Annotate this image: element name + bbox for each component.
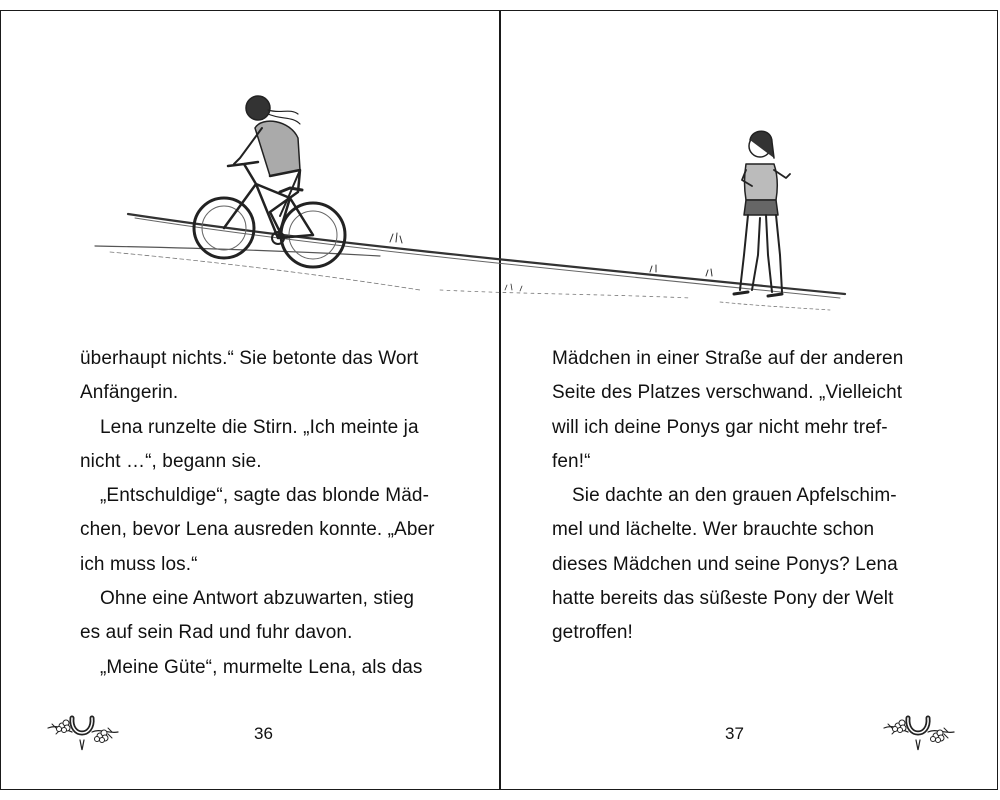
text-line: dieses Mädchen und seine Ponys? Lena (552, 553, 898, 575)
left-page-text (80, 342, 480, 685)
text-line: ich muss los.“ (80, 553, 198, 575)
text-line: überhaupt nichts.“ Sie betonte das Wort (80, 348, 419, 369)
girl-standing-figure (734, 131, 790, 296)
text-line: nicht …“, begann sie. (80, 450, 262, 472)
text-line: getroffen! (552, 622, 633, 644)
text-line: „Meine Güte“, murmelte Lena, als das (100, 656, 423, 678)
text-line: Mädchen in einer Straße auf der anderen (552, 348, 904, 369)
page-number-right: 37 (725, 724, 744, 743)
text-line: es auf sein Rad und fuhr davon. (80, 622, 353, 644)
text-line: mel und lächelte. Wer brauchte schon (552, 519, 875, 541)
text-line: Ohne eine Antwort abzuwarten, stieg (100, 588, 415, 610)
text-line: Lena runzelte die Stirn. „Ich meinte ja (100, 416, 419, 438)
text-line: fen!“ (552, 450, 591, 472)
horseshoe-ornament-icon (42, 706, 122, 756)
right-page-text (552, 342, 952, 651)
text-line: hatte bereits das süßeste Pony der Welt (552, 588, 894, 610)
text-line: will ich deine Ponys gar nicht mehr tref- (552, 416, 888, 438)
ground-path (95, 214, 845, 310)
text-line: chen, bevor Lena ausreden konnte. „Aber (80, 519, 435, 541)
page-number-left: 36 (254, 724, 273, 743)
horseshoe-ornament-icon (878, 706, 958, 756)
text-line: „Entschuldige“, sagte das blonde Mäd- (100, 485, 430, 507)
illustration (0, 80, 1000, 330)
text-line: Anfängerin. (80, 382, 179, 404)
text-line: Seite des Platzes verschwand. „Vielleicht (552, 382, 903, 404)
text-line: Sie dachte an den grauen Apfelschim- (572, 485, 897, 507)
girl-on-bicycle-figure (194, 96, 345, 267)
